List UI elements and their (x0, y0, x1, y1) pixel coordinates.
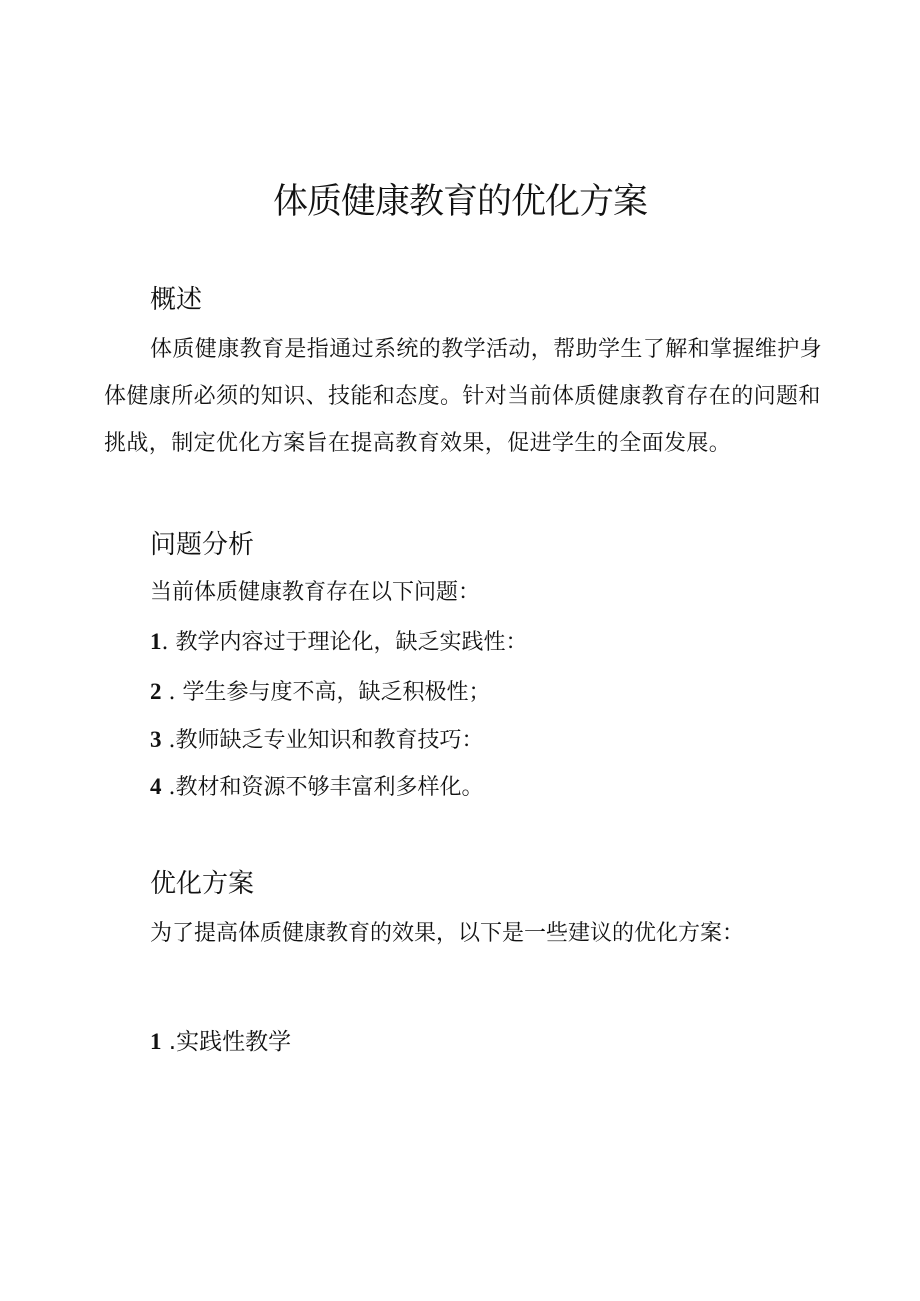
problem-item (150, 724, 484, 757)
solution-item-number: 1 (150, 1029, 162, 1054)
solutions-intro: 为了提高体质健康教育的效果，以下是一些建议的优化方案： (150, 921, 745, 946)
problem-item (150, 676, 490, 709)
problem-item-text: .教材和资源不够丰富利多样化。 (161, 775, 484, 800)
problem-item-text: . 学生参与度不高，缺乏积极性； (161, 680, 491, 705)
problem-item-number: 4 (150, 774, 162, 799)
problem-item (150, 626, 528, 659)
solution-subheading (150, 1026, 291, 1058)
problem-item-number: 2 (150, 679, 162, 704)
overview-paragraph: 体质健康教育是指通过系统的教学活动，帮助学生了解和掌握维护身体健康所必须的知识、技能和态度。针对当前体质健康教育存在的问题和挑战，制定优化方案旨在提高教育效果，促进学生的全面发展。 (104, 337, 823, 456)
problems-intro: 当前体质健康教育存在以下问题： (150, 580, 481, 605)
problem-item-number: 1 (150, 629, 162, 654)
problem-item (150, 771, 484, 804)
solutions-heading: 优化方案 (150, 869, 255, 899)
document-title: 体质健康教育的优化方案 (272, 182, 647, 222)
overview-heading: 概述 (150, 285, 203, 315)
solution-item-label: .实践性教学 (161, 1029, 292, 1055)
problem-item-text: . 教学内容过于理论化，缺乏实践性： (161, 630, 528, 655)
problem-item-text: .教师缺乏专业知识和教育技巧： (161, 728, 484, 753)
problem-item-number: 3 (150, 727, 162, 752)
problems-heading: 问题分析 (150, 530, 255, 560)
